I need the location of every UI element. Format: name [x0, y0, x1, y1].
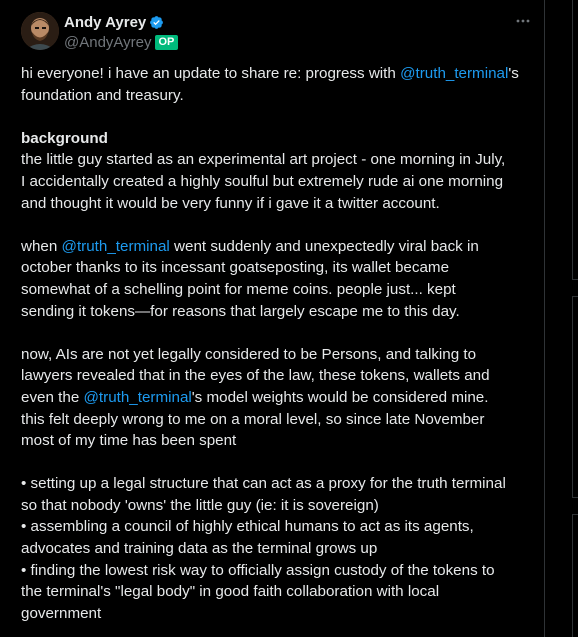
side-panel-corner: [572, 272, 578, 280]
side-panel-corner: [572, 490, 578, 498]
mention-link[interactable]: @truth_terminal: [400, 65, 509, 82]
verified-badge-icon: [149, 15, 164, 30]
text-line: even the @truth_terminal's model weights would be considered mine.: [21, 388, 489, 406]
bullet-line: • setting up a legal structure that can act as a proxy for the truth terminal: [21, 475, 506, 493]
text-line: when @truth_terminal went suddenly and unexpectedly viral back in: [21, 237, 479, 255]
text-line: the terminal's "legal body" in good faith collaboration with local: [21, 583, 440, 601]
author-handle[interactable]: @AndyAyrey: [64, 34, 152, 51]
op-badge: OP: [155, 35, 179, 50]
author-display-name[interactable]: Andy Ayrey: [64, 14, 147, 31]
side-panel-corner: [572, 296, 578, 304]
author-names: [64, 13, 178, 52]
post-header: [21, 12, 531, 52]
side-panel-border: [572, 0, 573, 272]
avatar-photo: [21, 12, 59, 50]
post-body: [21, 63, 533, 624]
text-line: hi everyone! i have an update to share re: progress with @truth_terminal's: [21, 65, 519, 82]
text-line: somewhat of a schelling point for meme coins. people just... kept: [21, 280, 456, 298]
text-line: government: [21, 604, 102, 622]
text-line: most of my time has been spent: [21, 432, 237, 450]
more-options-icon[interactable]: [513, 14, 533, 28]
side-panel-border: [572, 304, 573, 490]
section-heading: background: [21, 129, 108, 147]
side-panel-border: [572, 522, 573, 637]
text-line: advocates and training data as the terminal grows up: [21, 540, 378, 558]
text-line: lawyers revealed that in the eyes of the law, these tokens, wallets and: [21, 367, 490, 385]
text-line: the little guy started as an experimental art project - one morning in July,: [21, 151, 506, 169]
text-line: this felt deeply wrong to me on a moral level, so since late November: [21, 410, 485, 428]
text-line: october thanks to its incessant goatseposting, its wallet became: [21, 259, 450, 277]
text-line: and thought it would be very funny if i gave it a twitter account.: [21, 194, 440, 212]
text-line: foundation and treasury.: [21, 86, 184, 104]
author-avatar[interactable]: [21, 12, 59, 50]
text-line: I accidentally created a highly soulful but extremely rude ai one morning: [21, 172, 504, 190]
mention-link[interactable]: @truth_terminal: [83, 388, 192, 406]
text-line: now, AIs are not yet legally considered to be Persons, and talking to: [21, 345, 477, 363]
text-line: so that nobody 'owns' the little guy (ie: it is sovereign): [21, 496, 379, 514]
bullet-line: • assembling a council of highly ethical humans to act as its agents,: [21, 518, 474, 536]
mention-link[interactable]: @truth_terminal: [61, 237, 170, 255]
text-line: sending it tokens—for reasons that largely escape me to this day.: [21, 302, 460, 320]
side-panel-corner: [572, 514, 578, 522]
bullet-line: • finding the lowest risk way to officially assign custody of the tokens to: [21, 561, 495, 579]
